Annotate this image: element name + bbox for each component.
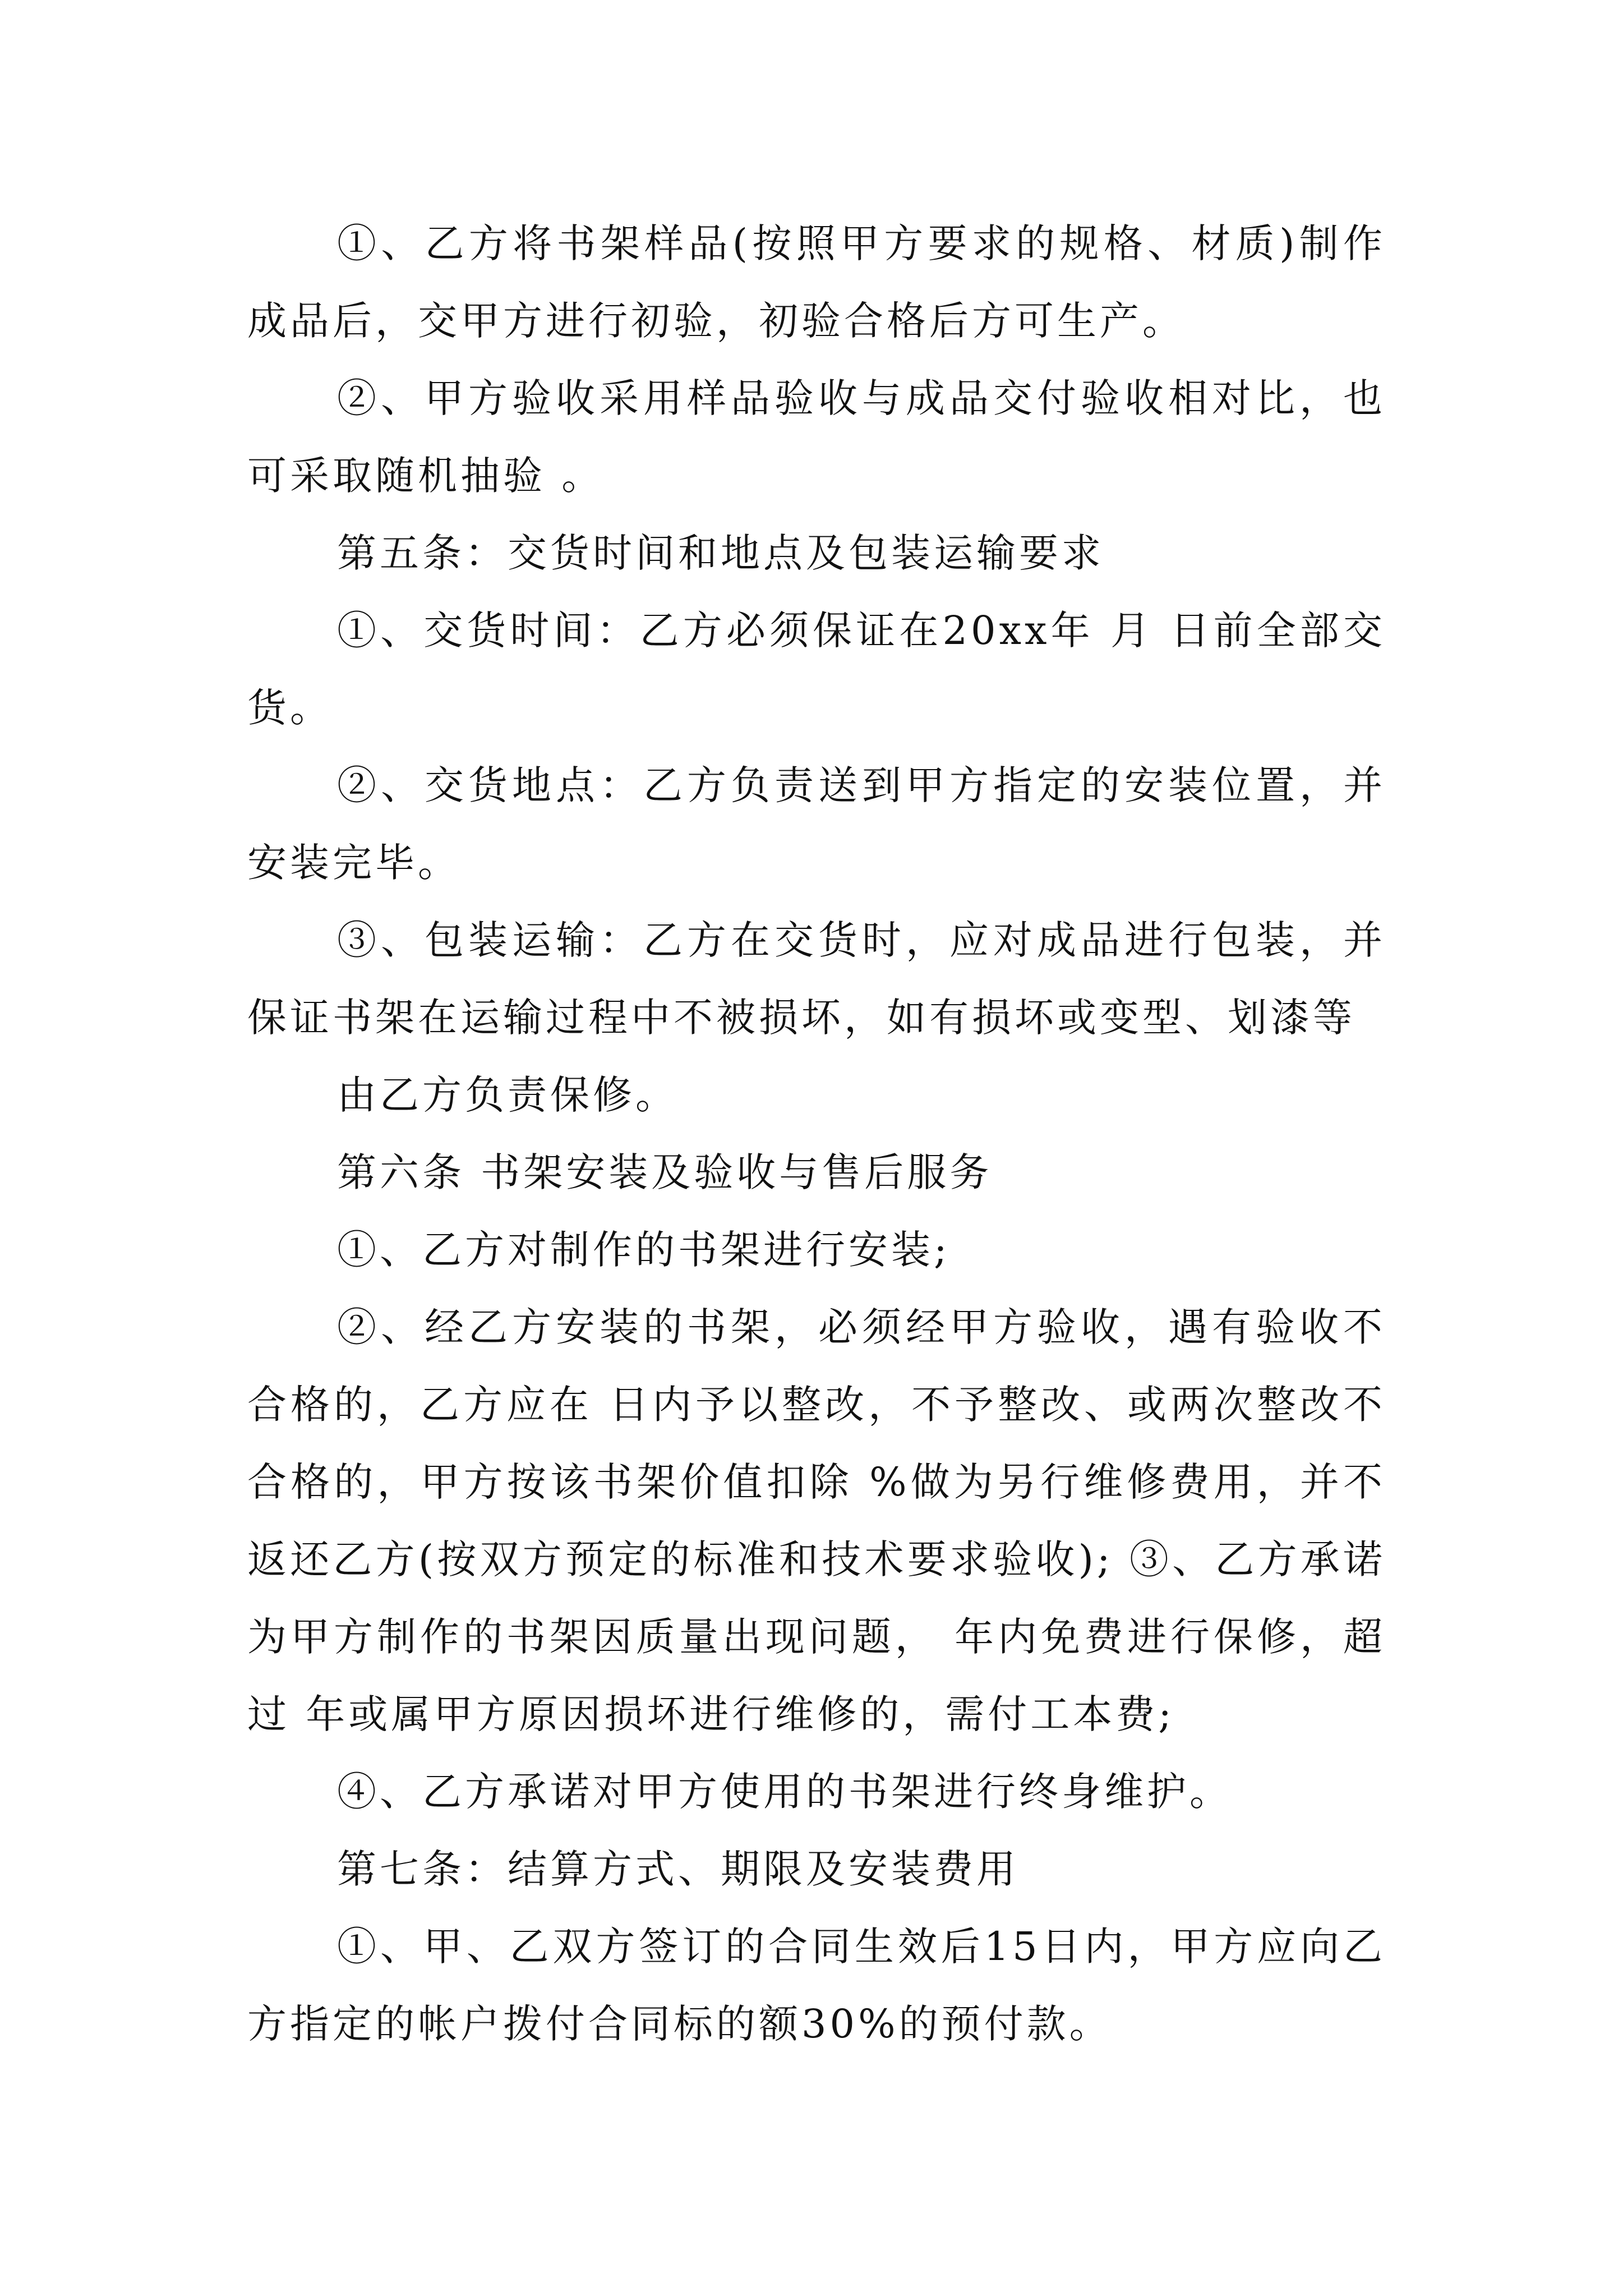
paragraph-installation: ①、乙方对制作的书架进行安装; [337, 1227, 951, 1273]
paragraph-packaging-transport: ③、包装运输：乙方在交货时，应对成品进行包装，并保证书架在运输过程中不被损坏，如有损坏或变型、划漆等 [247, 917, 1386, 1041]
contract-body [247, 205, 1386, 2063]
paragraph-lifetime-maintenance: ④、乙方承诺对甲方使用的书架进行终身维护。 [337, 1769, 1232, 1815]
paragraph-inspection-warranty: ②、经乙方安装的书架，必须经甲方验收，遇有验收不合格的，乙方应在 日内予以整改，不予整改、或两次整改不合格的，甲方按该书架价值扣除 %做为另行维修费用，并不返还乙方(按双方预定的标准和技术要求验收); ③、乙方承诺为甲方制作的书架因质量出现问题， 年内免费进行保修，超过 年或属甲方原因损坏进行维修的，需付工本费; [247, 1304, 1386, 1737]
paragraph-delivery-location: ②、交货地点：乙方负责送到甲方指定的安装位置，并安装完毕。 [247, 762, 1386, 886]
article-six-heading: 第六条 书架安装及验收与售后服务 [337, 1149, 993, 1195]
article-five-heading: 第五条：交货时间和地点及包装运输要求 [337, 530, 1104, 576]
paragraph-prepayment: ①、甲、乙双方签订的合同生效后15日内，甲方应向乙方指定的帐户拨付合同标的额30%的预付款。 [247, 1924, 1386, 2047]
paragraph-delivery-time: ①、交货时间：乙方必须保证在20xx年 月 日前全部交货。 [247, 608, 1386, 731]
article-seven-heading: 第七条：结算方式、期限及安装费用 [337, 1846, 1019, 1892]
paragraph-sample-production: ①、乙方将书架样品(按照甲方要求的规格、材质)制作成品后，交甲方进行初验，初验合格后方可生产。 [247, 220, 1386, 344]
paragraph-acceptance-comparison: ②、甲方验收采用样品验收与成品交付验收相对比，也可采取随机抽验 。 [247, 375, 1386, 499]
paragraph-repair-responsibility: 由乙方负责保修。 [337, 1072, 678, 1118]
